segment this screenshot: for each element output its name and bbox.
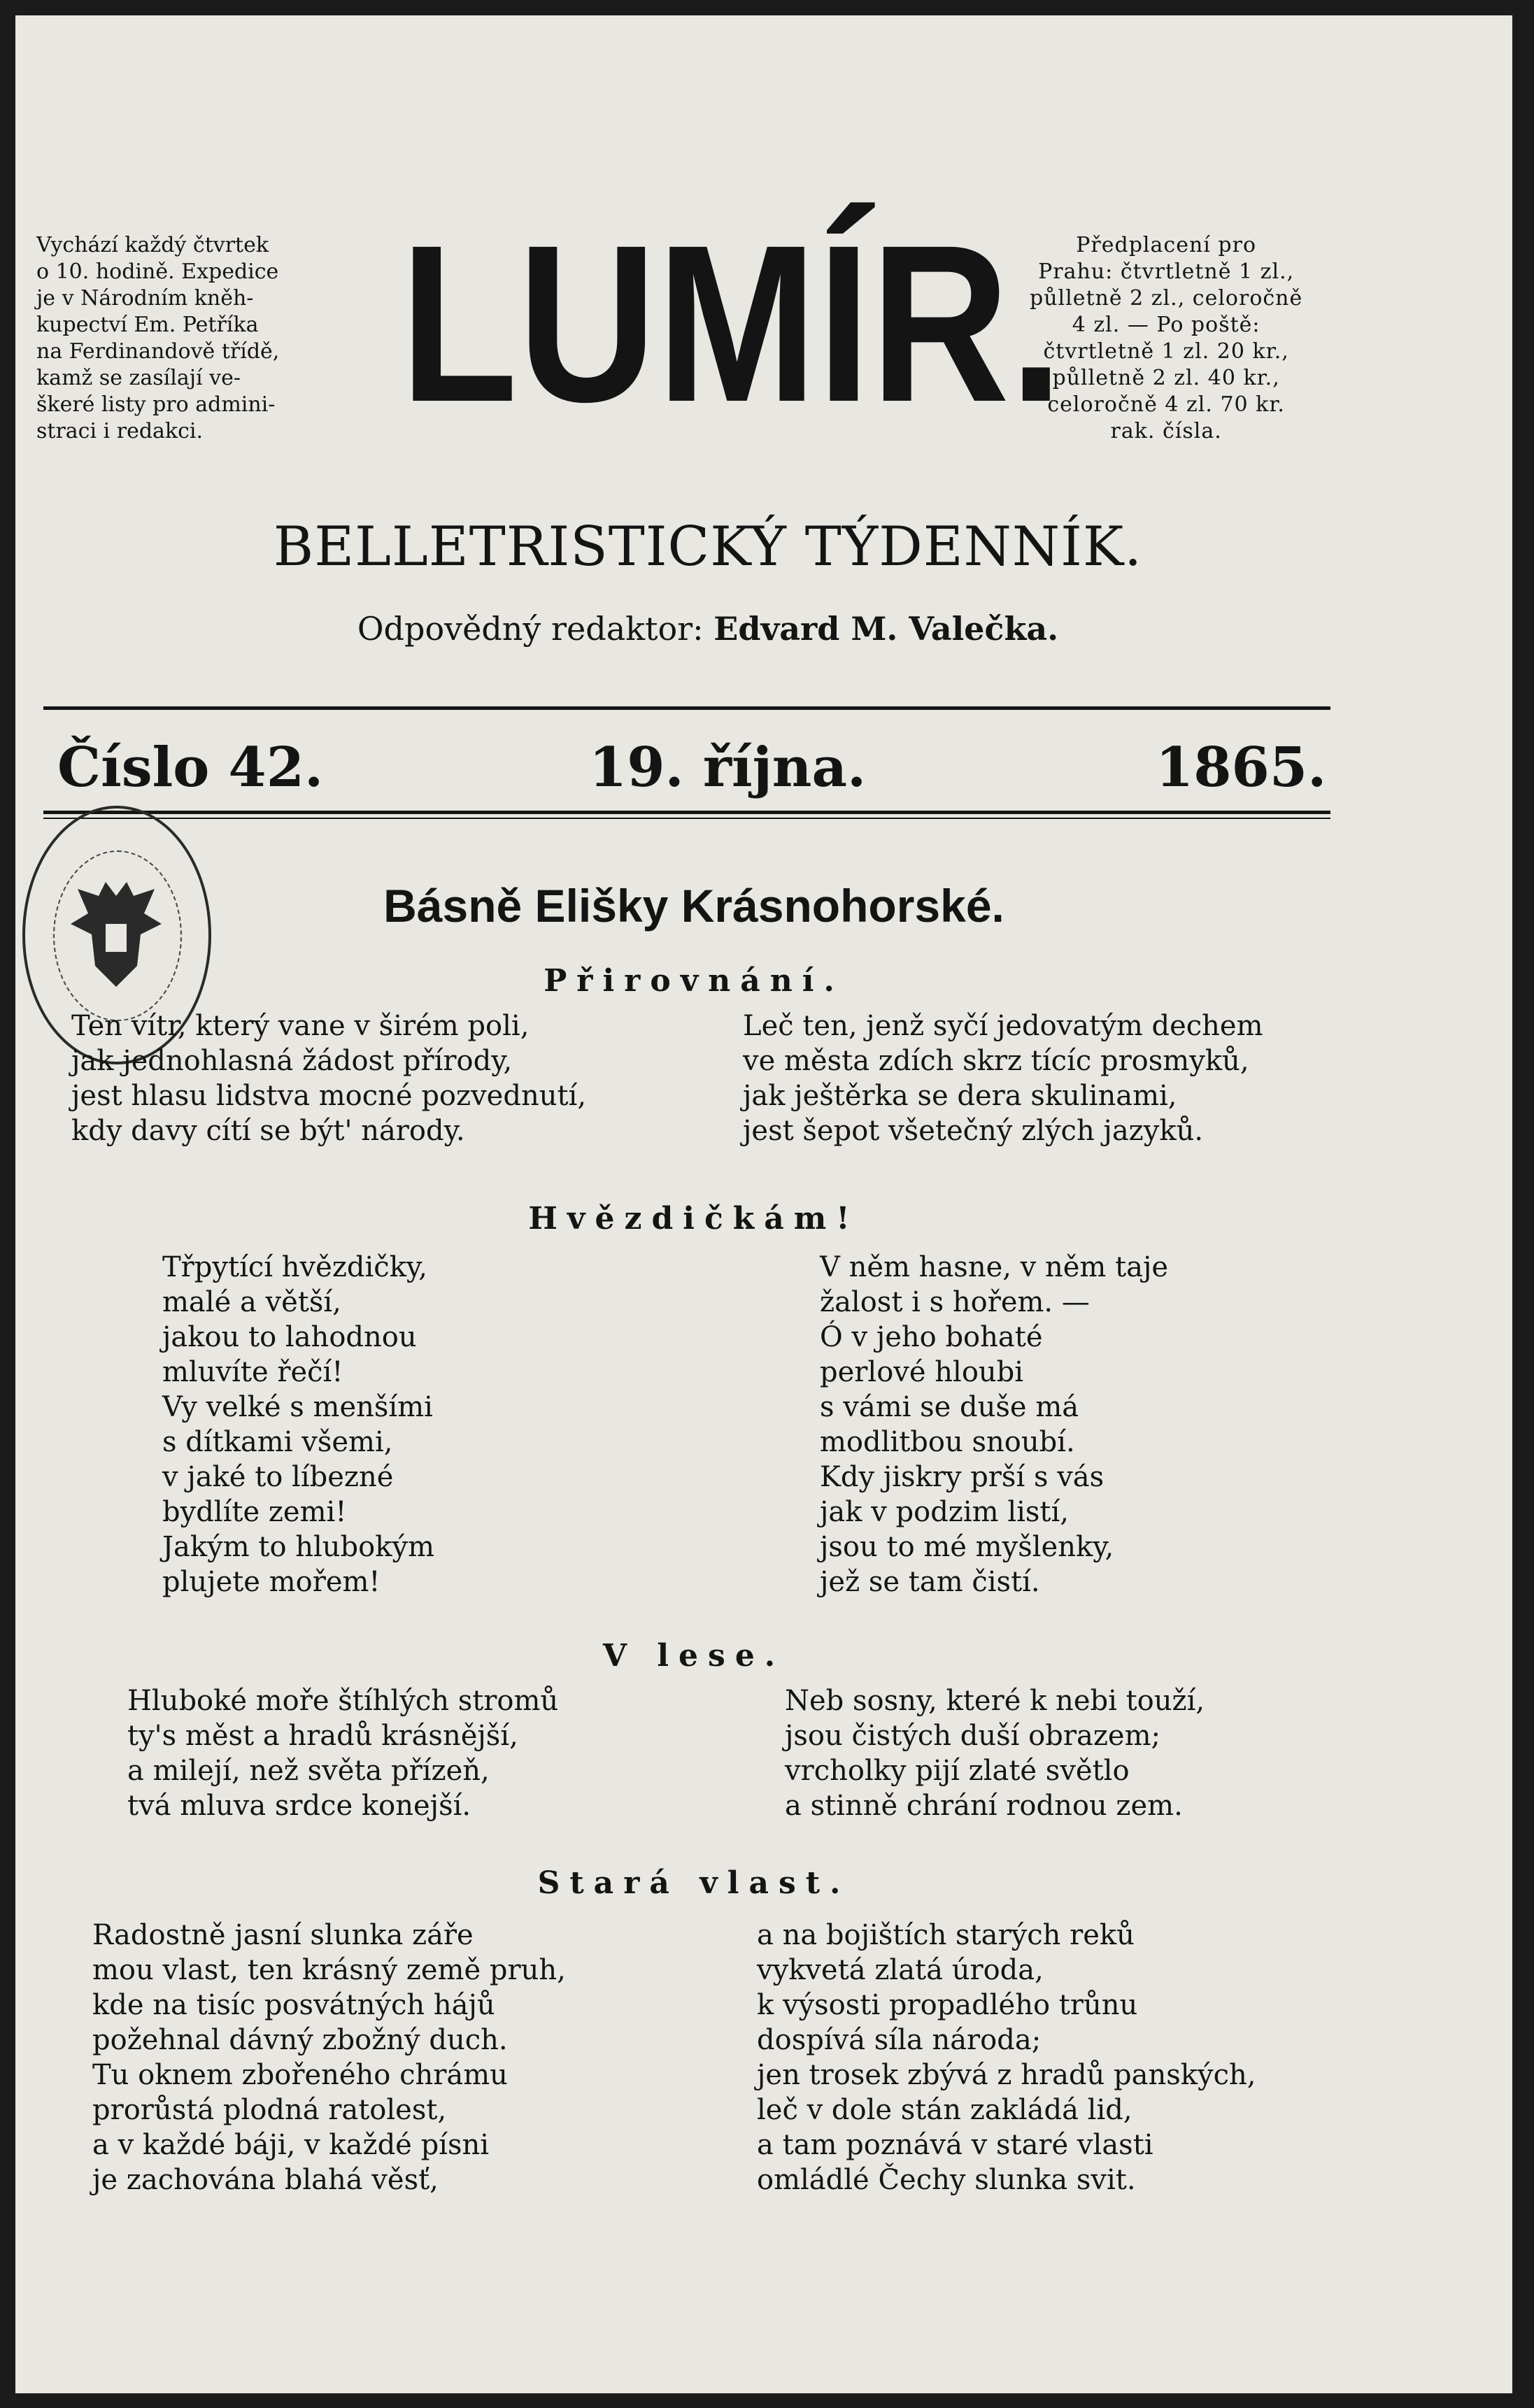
subscription-info: Předplacení pro Prahu: čtvrtletně 1 zl., půlletně 2 zl., celoročně 4 zl. — Po poště: čtvrtletně 1 zl. 20 kr., půlletně 2 zl. 40 kr., celoročně 4 zl. 70 kr. rak. čísla. [1030, 233, 1303, 443]
poem-stanza-right: Neb sosny, které k nebi touží, jsou čistých duší obrazem; vrcholky pijí zlaté světlo a stinně chrání rodnou zem. [785, 1685, 1205, 1822]
poem-title: Hvězdičkám! [528, 1201, 860, 1237]
issue-year: 1865. [1156, 736, 1327, 799]
editor-line [15, 610, 1400, 648]
poems-heading: Básně Elišky Krásnohorské. [383, 880, 1004, 932]
poem-stanza-left: Radostně jasní slunka záře mou vlast, ten krásný země pruh, kde na tisíc posvátných hájů požehnal dávný zbožný duch. Tu oknem zbořeného chrámu prorůstá plodná ratolest, a v každé báji, v každé písni je zachována blahá věsť, [92, 1919, 566, 2196]
poem-stanza-left: Ten vítr, který vane v širém poli, jak jednohlasná žádost přírody, jest hlasu lidstva mocné pozvednutí, kdy davy cítí se být' národy. [71, 1010, 587, 1147]
poem-stanza-right: Leč ten, jenž syčí jedovatým dechem ve města zdích skrz tícíc prosmyků, jak ještěrka se dera skulinami, jest šepot všetečný zlých jazyků. [743, 1010, 1263, 1147]
poem-stanza-right: a na bojištích starých reků vykvetá zlatá úroda, k výsosti propadlého trůnu dospívá síla národa; jen trosek zbývá z hradů panských, leč v dole stán zakládá lid, a tam poznává v staré vlasti omládlé Čechy slunka svit. [757, 1919, 1256, 2196]
bottom-rule [43, 811, 1330, 814]
masthead-title: LUMÍR. [400, 198, 1063, 448]
issue-number: Číslo 42. [57, 736, 324, 799]
poem-stanza-left: Třpytící hvězdičky, malé a větší, jakou to lahodnou mluvíte řečí! Vy velké s menšími s dítkami všemi, v jaké to líbezné bydlíte zemi! Jakým to hlubokým plujete mořem! [162, 1251, 435, 1598]
poem-title: Přirovnání. [544, 963, 844, 999]
poem-title: V lese. [602, 1638, 786, 1674]
issue-date: 19. října. [589, 736, 867, 799]
poem-title: Stará vlast. [537, 1865, 851, 1901]
poem-stanza-right: V něm hasne, v něm taje žalost i s hořem. — Ó v jeho bohaté perlové hloubi s vámi se duše má modlitbou snoubí. Kdy jiskry prší s vás jak v podzim listí, jsou to mé myšlenky, jež se tam čistí. [820, 1251, 1169, 1598]
newspaper-page [15, 15, 1512, 2393]
editor-label: Odpovědný redaktor: [357, 610, 704, 648]
bottom-rule-thin [43, 818, 1330, 819]
editor-name: Edvard M. Valečka. [713, 610, 1059, 648]
poem-stanza-left: Hluboké moře štíhlých stromů ty's měst a hradů krásnější, a milejí, než světa přízeň, tvá mluva srdce konejší. [127, 1685, 559, 1822]
publication-subtitle: BELLETRISTICKÝ TÝDENNÍK. [273, 515, 1143, 578]
top-rule [43, 706, 1330, 710]
publication-info: Vychází každý čtvrtek o 10. hodině. Expedice je v Národním kněh- kupectví Em. Petříka na Ferdinandově třídě, kamž se zasílají ve- škeré listy pro admini- straci i redakci. [36, 233, 280, 443]
